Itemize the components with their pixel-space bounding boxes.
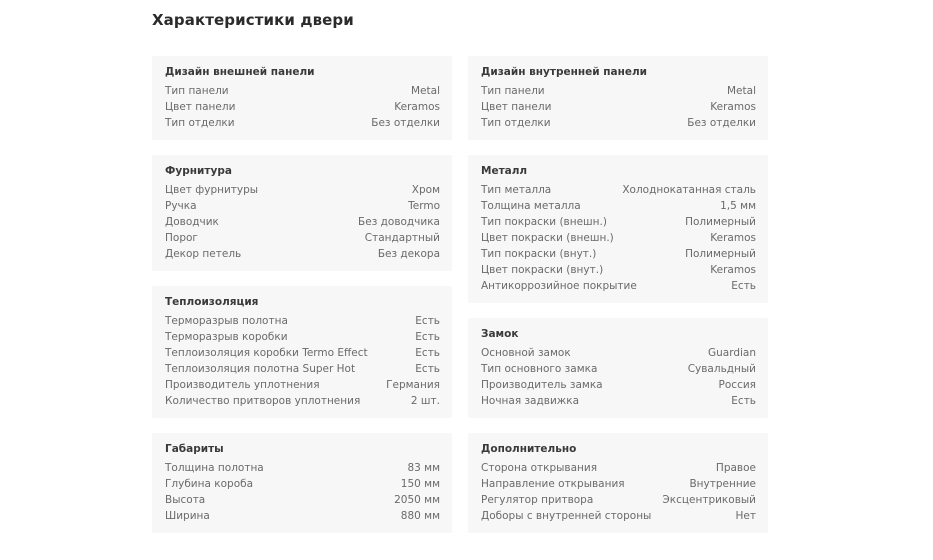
spec-row xyxy=(165,214,440,230)
spec-value: Правое xyxy=(715,462,756,474)
spec-row xyxy=(165,377,440,393)
spec-label: Антикоррозийное покрытие xyxy=(481,280,637,292)
spec-label: Цвет фурнитуры xyxy=(165,184,259,196)
spec-label: Тип панели xyxy=(481,85,545,97)
spec-value: 83 мм xyxy=(407,462,440,474)
spec-row xyxy=(481,345,756,361)
spec-row xyxy=(481,460,756,476)
spec-value: Termo xyxy=(408,200,440,212)
spec-row xyxy=(165,476,440,492)
spec-row xyxy=(481,246,756,262)
spec-label: Терморазрыв коробки xyxy=(165,331,288,343)
spec-row xyxy=(481,115,756,131)
spec-row xyxy=(165,99,440,115)
spec-label: Теплоизоляция полотна Super Hot xyxy=(165,363,356,375)
spec-label: Терморазрыв полотна xyxy=(165,315,288,327)
spec-section-card xyxy=(468,318,768,418)
spec-section-card xyxy=(468,433,768,533)
spec-value: Эксцентриковый xyxy=(662,494,756,506)
spec-row xyxy=(481,377,756,393)
spec-section-card xyxy=(468,56,768,140)
spec-label: Порог xyxy=(165,232,198,244)
spec-label: Толщина полотна xyxy=(165,462,264,474)
spec-label: Ширина xyxy=(165,510,210,522)
spec-value: Россия xyxy=(718,379,756,391)
spec-row xyxy=(481,83,756,99)
spec-value: Keramos xyxy=(710,101,756,113)
spec-value: 150 мм xyxy=(400,478,440,490)
page-title: Характеристики двери xyxy=(152,11,354,29)
spec-row xyxy=(165,230,440,246)
spec-label: Сторона открывания xyxy=(481,462,598,474)
spec-column-right xyxy=(468,56,768,533)
spec-value: Полимерный xyxy=(685,216,756,228)
spec-row xyxy=(165,345,440,361)
spec-value: Metal xyxy=(727,85,756,97)
section-title: Теплоизоляция xyxy=(165,296,259,308)
section-title: Габариты xyxy=(165,443,224,455)
spec-value: Полимерный xyxy=(685,248,756,260)
spec-value: Без отделки xyxy=(687,117,756,129)
spec-label: Регулятор притвора xyxy=(481,494,594,506)
spec-value: Холоднокатанная сталь xyxy=(622,184,756,196)
spec-row xyxy=(481,476,756,492)
section-title: Дополнительно xyxy=(481,443,577,455)
spec-label: Тип покраски (внут.) xyxy=(481,248,597,260)
spec-value: Keramos xyxy=(394,101,440,113)
spec-row xyxy=(481,492,756,508)
spec-row xyxy=(165,198,440,214)
spec-value: Keramos xyxy=(710,232,756,244)
spec-row xyxy=(165,182,440,198)
spec-label: Цвет панели xyxy=(481,101,552,113)
spec-value: Есть xyxy=(415,331,440,343)
spec-value: Guardian xyxy=(707,347,756,359)
spec-value: Внутренние xyxy=(689,478,756,490)
spec-row xyxy=(481,230,756,246)
spec-label: Глубина короба xyxy=(165,478,254,490)
spec-section-card xyxy=(152,56,452,140)
spec-row xyxy=(481,262,756,278)
spec-label: Тип покраски (внешн.) xyxy=(481,216,607,228)
spec-value: Есть xyxy=(415,315,440,327)
spec-value: 1,5 мм xyxy=(720,200,756,212)
spec-value: Есть xyxy=(731,280,756,292)
spec-row xyxy=(165,460,440,476)
spec-label: Ручка xyxy=(165,200,197,212)
spec-label: Высота xyxy=(165,494,206,506)
spec-label: Декор петель xyxy=(165,248,242,260)
spec-value: Есть xyxy=(415,363,440,375)
spec-row xyxy=(165,329,440,345)
section-title: Фурнитура xyxy=(165,165,232,177)
spec-value: 2 шт. xyxy=(410,395,440,407)
spec-value: Германия xyxy=(386,379,440,391)
spec-label: Доводчик xyxy=(165,216,219,228)
spec-label: Направление открывания xyxy=(481,478,625,490)
spec-row xyxy=(165,313,440,329)
spec-row xyxy=(165,246,440,262)
spec-row xyxy=(481,182,756,198)
spec-value: 2050 мм xyxy=(394,494,440,506)
spec-row xyxy=(481,198,756,214)
spec-column-left xyxy=(152,56,452,533)
spec-label: Тип панели xyxy=(165,85,229,97)
spec-value: Сувальдный xyxy=(687,363,756,375)
spec-value: Без доводчика xyxy=(358,216,440,228)
spec-row xyxy=(165,83,440,99)
spec-label: Цвет покраски (внешн.) xyxy=(481,232,614,244)
spec-value: Без отделки xyxy=(371,117,440,129)
spec-row xyxy=(481,278,756,294)
spec-label: Толщина металла xyxy=(481,200,581,212)
spec-value: Нет xyxy=(735,510,756,522)
spec-label: Производитель замка xyxy=(481,379,603,391)
spec-row xyxy=(481,214,756,230)
spec-label: Основной замок xyxy=(481,347,571,359)
spec-label: Тип отделки xyxy=(165,117,235,129)
spec-section-card xyxy=(468,155,768,303)
spec-row xyxy=(165,393,440,409)
spec-label: Тип основного замка xyxy=(481,363,598,375)
spec-row xyxy=(481,99,756,115)
spec-label: Доборы с внутренней стороны xyxy=(481,510,652,522)
section-title: Дизайн внешней панели xyxy=(165,66,315,78)
spec-label: Тип отделки xyxy=(481,117,551,129)
section-title: Металл xyxy=(481,165,528,177)
spec-value: Стандартный xyxy=(364,232,440,244)
spec-row xyxy=(165,115,440,131)
spec-row xyxy=(481,508,756,524)
spec-row xyxy=(481,361,756,377)
spec-section-card xyxy=(152,433,452,533)
spec-value: Есть xyxy=(415,347,440,359)
spec-row xyxy=(165,361,440,377)
spec-value: 880 мм xyxy=(400,510,440,522)
spec-label: Производитель уплотнения xyxy=(165,379,320,391)
spec-value: Без декора xyxy=(377,248,440,260)
spec-grid xyxy=(152,56,768,533)
spec-value: Keramos xyxy=(710,264,756,276)
spec-row xyxy=(481,393,756,409)
spec-label: Теплоизоляция коробки Termo Effect xyxy=(165,347,368,359)
spec-value: Metal xyxy=(411,85,440,97)
spec-section-card xyxy=(152,286,452,418)
spec-label: Тип металла xyxy=(481,184,552,196)
section-title: Дизайн внутренней панели xyxy=(481,66,648,78)
spec-label: Количество притворов уплотнения xyxy=(165,395,361,407)
spec-row xyxy=(165,508,440,524)
spec-label: Цвет панели xyxy=(165,101,236,113)
spec-value: Есть xyxy=(731,395,756,407)
spec-value: Хром xyxy=(411,184,440,196)
spec-label: Ночная задвижка xyxy=(481,395,580,407)
section-title: Замок xyxy=(481,328,519,340)
spec-section-card xyxy=(152,155,452,271)
spec-label: Цвет покраски (внут.) xyxy=(481,264,604,276)
spec-row xyxy=(165,492,440,508)
